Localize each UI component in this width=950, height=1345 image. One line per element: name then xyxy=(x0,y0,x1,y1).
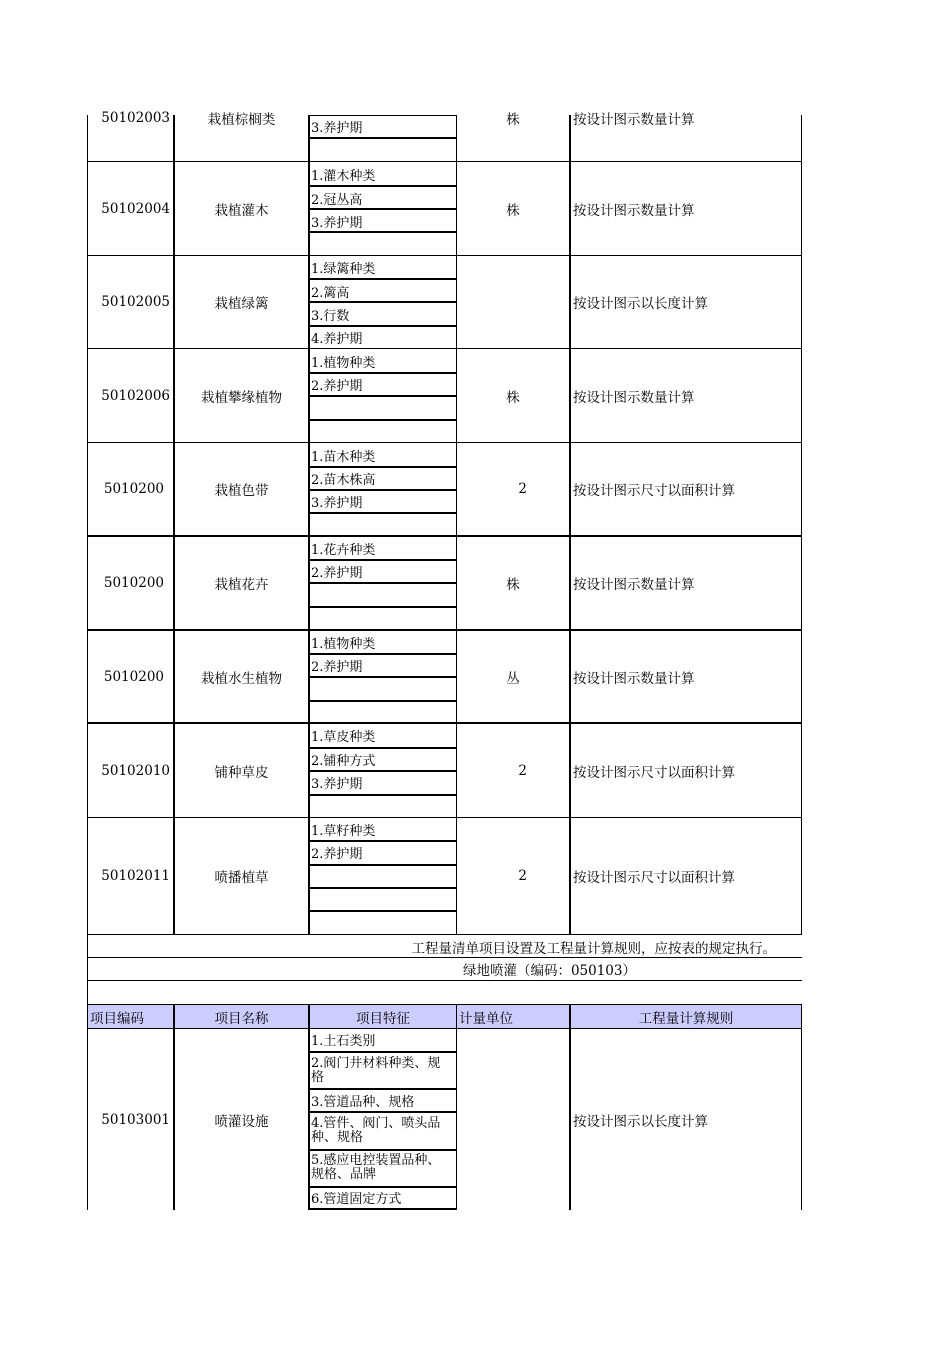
item-code: 50102011 xyxy=(101,868,170,884)
header-code: 项目编码 xyxy=(90,1010,144,1027)
feature-item: 3.养护期 xyxy=(311,216,363,231)
feature-item: 1.苗木种类 xyxy=(311,450,376,465)
item-name: 栽植攀缘植物 xyxy=(201,389,282,406)
item-unit: 丛 xyxy=(506,670,520,687)
feature-item: 2.阀门井材料种类、规格 xyxy=(311,1056,441,1085)
feature-item: 2.冠丛高 xyxy=(311,193,363,208)
item-name: 栽植棕榈类 xyxy=(207,112,276,128)
row-border xyxy=(87,934,802,935)
item-code: 5010200 xyxy=(103,481,164,497)
item-rule: 按设计图示数量计算 xyxy=(573,202,695,219)
item-unit: 株 xyxy=(506,389,520,406)
feature-item: 2.养护期 xyxy=(311,379,363,394)
feature-item: 5.感应电控装置品种、规格、品牌 xyxy=(311,1153,441,1182)
item-unit: 2 xyxy=(518,481,527,497)
item-code: 5010200 xyxy=(103,575,164,591)
item-rule: 按设计图示以长度计算 xyxy=(573,296,708,312)
feature-item: 3.管道品种、规格 xyxy=(311,1095,415,1110)
feature-item: 2.苗木株高 xyxy=(311,473,376,488)
item-code: 50102010 xyxy=(101,762,170,779)
item-unit: 株 xyxy=(506,577,520,593)
feature-item: 1.灌木种类 xyxy=(311,169,376,184)
feature-item: 1.土石类别 xyxy=(311,1034,376,1049)
item-name: 栽植花卉 xyxy=(214,577,269,593)
header-features: 项目特征 xyxy=(356,1010,410,1027)
item-name: 栽植灌木 xyxy=(214,202,269,219)
item-name: 铺种草皮 xyxy=(214,764,269,781)
border xyxy=(801,115,802,935)
feature-item: 2.养护期 xyxy=(311,566,363,581)
item-rule: 按设计图示尺寸以面积计算 xyxy=(573,483,735,499)
feature-item: 2.养护期 xyxy=(311,847,363,862)
item-code: 50102005 xyxy=(101,294,170,310)
feature-item: 4.管件、阀门、喷头品种、规格 xyxy=(311,1116,441,1145)
feature-item: 3.养护期 xyxy=(311,121,363,136)
feature-item: 2.养护期 xyxy=(311,660,363,675)
item-rule: 按设计图示尺寸以面积计算 xyxy=(573,764,735,781)
section-title: 绿地喷灌（编码：050103） xyxy=(462,963,636,979)
item-rule: 按设计图示数量计算 xyxy=(573,670,695,687)
item-code: 50102006 xyxy=(101,387,170,404)
item-code: 50102004 xyxy=(101,200,170,217)
feature-item: 1.植物种类 xyxy=(311,356,376,371)
feature-item: 1.植物种类 xyxy=(311,637,376,652)
feature-item: 1.绿篱种类 xyxy=(311,262,376,277)
border xyxy=(308,115,310,935)
item-unit: 株 xyxy=(506,112,520,128)
feature-item: 1.草籽种类 xyxy=(311,824,376,839)
table-note: 工程量清单项目设置及工程量计算规则，应按表的规定执行。 xyxy=(411,940,776,957)
border xyxy=(569,115,571,935)
item-unit xyxy=(457,1029,569,1210)
header-unit: 计量单位 xyxy=(459,1010,513,1027)
item-unit: 株 xyxy=(506,202,520,219)
feature-item: 2.篱高 xyxy=(311,286,350,301)
feature-item: 3.养护期 xyxy=(311,777,363,792)
header-name: 项目名称 xyxy=(214,1010,269,1027)
feature-item: 1.草皮种类 xyxy=(311,730,376,745)
feature-item: 3.行数 xyxy=(311,309,350,324)
item-name: 喷灌设施 xyxy=(214,1113,269,1130)
item-unit: 2 xyxy=(518,868,527,884)
item-code: 50103001 xyxy=(101,1111,170,1128)
item-code: 50102003 xyxy=(101,110,170,126)
item-name: 栽植绿篱 xyxy=(214,296,269,312)
item-rule: 按设计图示数量计算 xyxy=(573,112,695,128)
item-rule: 按设计图示以长度计算 xyxy=(573,1113,708,1130)
feature-item: 4.养护期 xyxy=(311,332,363,347)
item-name: 栽植水生植物 xyxy=(201,670,282,687)
header-rule: 工程量计算规则 xyxy=(638,1010,734,1027)
item-code: 5010200 xyxy=(103,668,164,685)
item-rule: 按设计图示数量计算 xyxy=(573,577,695,593)
item-name: 栽植色带 xyxy=(214,483,269,499)
item-rule: 按设计图示数量计算 xyxy=(573,389,695,406)
feature-item: 1.花卉种类 xyxy=(311,543,376,558)
item-unit: 2 xyxy=(518,762,527,779)
item-rule: 按设计图示尺寸以面积计算 xyxy=(573,870,735,886)
item-name: 喷播植草 xyxy=(214,870,269,886)
item-unit xyxy=(457,256,569,348)
feature-item: 6.管道固定方式 xyxy=(311,1192,402,1207)
feature-item: 3.养护期 xyxy=(311,496,363,511)
feature-item: 2.铺种方式 xyxy=(311,754,376,769)
